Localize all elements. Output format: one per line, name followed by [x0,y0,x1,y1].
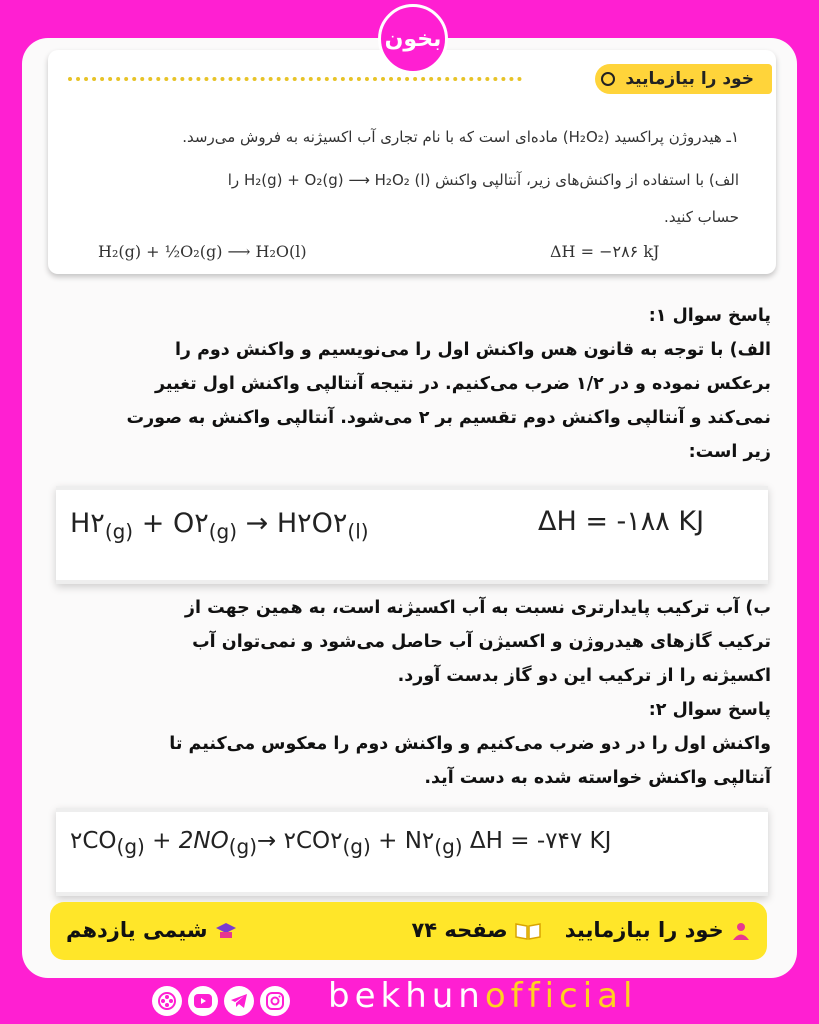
book-reaction: H₂(g) + ½O₂(g) ⟶ H₂O(l) [98,242,307,261]
answer1-line-3: نمی‌کند و آنتالپی واکنش دوم تقسیم بر ۲ می‌شود. آنتالپی واکنش به صورت [126,408,771,428]
logo-text: بخون [384,26,442,52]
instagram-icon[interactable] [260,986,290,1016]
ring-icon [601,72,615,86]
telegram-icon[interactable] [224,986,254,1016]
eq1-arrow: → [245,508,269,539]
book-delta-h: ΔH = −۲۸۶ kJ [550,242,660,261]
part-a-end: حساب کنید. [664,208,739,226]
part-a-line: الف) با استفاده از واکنش‌های زیر، آنتالپی واکنش (l) H₂(g) + O₂(g) ⟶ H₂O₂ را [227,171,739,189]
equation-2 [70,828,611,859]
brand-name [328,976,637,1016]
eq1-reactant-2-state: (g) [208,519,238,544]
eq2-delta-h: ΔH = -۷۴۷ KJ [469,828,612,854]
eq1-plus: + [141,508,165,539]
answer1b-line-2: ترکیب گازهای هیدروژن و اکسیژن آب حاصل می‌شود و نمی‌توان آب [192,632,771,652]
answer1b-line-1: ب) آب ترکیب پایدارتری نسبت به آب اکسیژنه است، به همین جهت از [184,598,771,618]
answer1-title: پاسخ سوال ۱: [648,306,771,326]
eq2-product-1: ۲CO۲ [283,828,343,854]
logo [378,4,448,74]
equation-box-2 [56,808,768,896]
eq1-delta-h: ΔH = -۱۸۸ KJ [538,506,705,537]
open-book-icon [515,921,541,941]
footer-book [66,918,237,942]
youtube-icon[interactable] [188,986,218,1016]
eq2-plus-2: + [378,828,398,854]
person-icon [731,921,751,941]
footer-page-label: صفحه ۷۴ [411,918,508,942]
eq2-arrow: → [257,828,277,854]
footer-section-label: خود را بیازمایید [564,918,724,942]
footer-section [565,918,751,942]
eq2-product-1-state: (g) [342,834,371,859]
film-icon[interactable] [152,986,182,1016]
answer1b-line-3: اکسیژنه را از ترکیب این دو گاز بدست آورد. [397,666,771,686]
answer2-line-2: آنتالپی واکنش خواسته شده به دست آید. [424,768,771,788]
eq1-reactant-1-state: (g) [104,519,134,544]
eq2-reactant-1-state: (g) [116,834,145,859]
eq1-product-1: H۲O۲ [276,508,348,539]
equation-box-1 [56,486,768,584]
dotted-divider [68,77,522,81]
brand-part-1: bekhun [328,976,485,1016]
eq2-product-2: N۲ [404,828,435,854]
eq1-product-1-state: (l) [347,519,369,544]
answer2-title: پاسخ سوال ۲: [648,700,771,720]
section-banner-label: خود را بیازمایید [625,69,754,89]
eq2-reactant-2: 2NO [178,828,229,854]
footer-bar [50,902,767,960]
answer1-line-2: برعکس نموده و در ۱/۲ ضرب می‌کنیم. در نتیجه آنتالپی واکنش اول تغییر [155,374,771,394]
eq2-product-2-state: (g) [434,834,463,859]
eq1-reactant-2: O۲ [172,508,209,539]
footer-book-label: شیمی یازدهم [66,918,208,942]
eq2-plus-1: + [152,828,172,854]
footer-page [411,918,541,942]
social-links [152,986,290,1016]
eq2-reactant-2-state: (g) [228,834,258,859]
answer1-line-4: زیر است: [688,442,771,462]
section-banner [595,64,772,94]
question-line: ۱ـ هیدروژن پراکسید (H₂O₂) ماده‌ای است که با نام تجاری آب اکسیژنه به فروش می‌رسد. [182,128,739,146]
eq2-reactant-1: ۲CO [70,828,117,854]
brand-part-2: official [484,976,638,1016]
answer1-line-1: الف) با توجه به قانون هس واکنش اول را می‌نویسیم و واکنش دوم را [174,340,771,360]
eq1-reactant-1: H۲ [70,508,105,539]
equation-1 [70,508,369,543]
graduation-cap-icon [215,921,237,941]
answer2-line-1: واکنش اول را در دو ضرب می‌کنیم و واکنش دوم را معکوس می‌کنیم تا [169,734,771,754]
